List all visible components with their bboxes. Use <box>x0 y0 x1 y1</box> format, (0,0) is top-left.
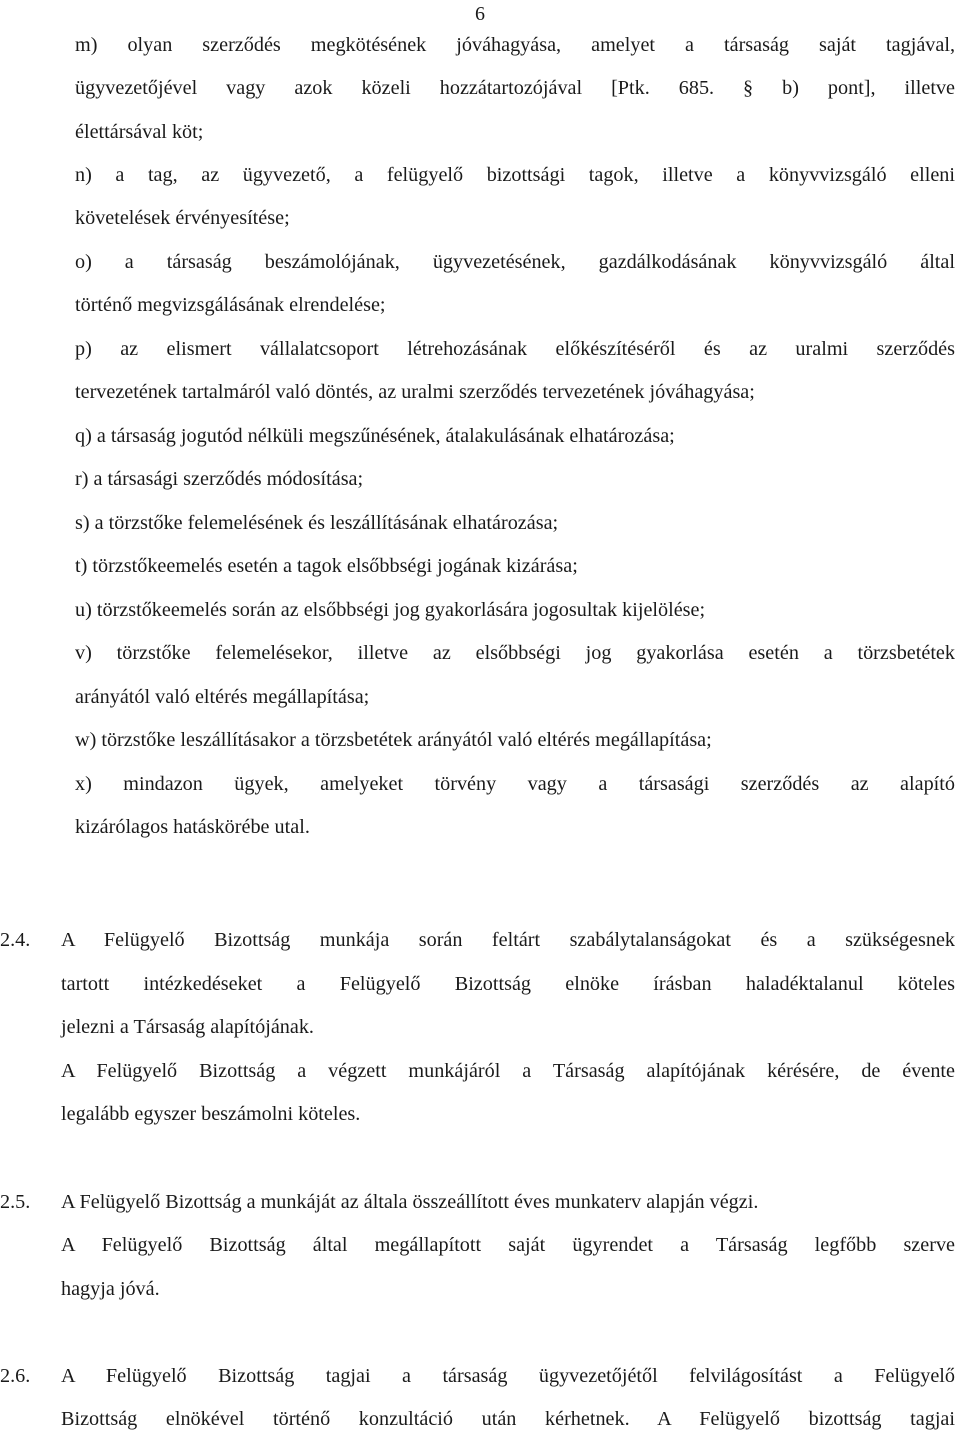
section-number: 2.5. <box>0 1191 31 1213</box>
list-line: élettársával köt; <box>75 121 204 143</box>
list-line: r) a társasági szerződés módosítása; <box>75 468 364 490</box>
section-number: 2.4. <box>0 929 31 951</box>
section-line: A Felügyelő Bizottság a munkáját az általa összeállított éves munkaterv alapján végzi. <box>61 1191 759 1213</box>
section-line: Bizottság elnökével történő konzultáció után kérhetnek. A Felügyelő bizottság tagjai <box>61 1408 955 1430</box>
list-line: követelések érvényesítése; <box>75 207 290 229</box>
list-line: kizárólagos hatáskörébe utal. <box>75 816 310 838</box>
list-line: q) a társaság jogutód nélküli megszűnésének, átalakulásának elhatározása; <box>75 425 675 447</box>
list-line: x) mindazon ügyek, amelyeket törvény vagy a társasági szerződés az alapító <box>75 773 955 795</box>
section-line: jelezni a Társaság alapítójának. <box>61 1016 314 1038</box>
list-line: n) a tag, az ügyvezető, a felügyelő bizottsági tagok, illetve a könyvvizsgáló elleni <box>75 164 955 186</box>
list-line: p) az elismert vállalatcsoport létrehozásának előkészítéséről és az uralmi szerződés <box>75 338 955 360</box>
list-line: tervezetének tartalmáról való döntés, az uralmi szerződés tervezetének jóváhagyása; <box>75 381 755 403</box>
section-line: hagyja jóvá. <box>61 1278 160 1300</box>
list-line: történő megvizsgálásának elrendelése; <box>75 294 386 316</box>
list-line: ügyvezetőjével vagy azok közeli hozzátartozójával [Ptk. 685. § b) pont], illetve <box>75 77 955 99</box>
list-line: s) a törzstőke felemelésének és leszállításának elhatározása; <box>75 512 559 534</box>
section-line: tartott intézkedéseket a Felügyelő Bizottság elnöke írásban haladéktalanul köteles <box>61 973 955 995</box>
section-line: A Felügyelő Bizottság a végzett munkájáról a Társaság alapítójának kérésére, de évente <box>61 1060 955 1082</box>
list-line: m) olyan szerződés megkötésének jóváhagyása, amelyet a társaság saját tagjával, <box>75 34 955 56</box>
section-line: legalább egyszer beszámolni köteles. <box>61 1103 361 1125</box>
list-line: u) törzstőkeemelés során az elsőbbségi jog gyakorlására jogosultak kijelölése; <box>75 599 706 621</box>
section-number: 2.6. <box>0 1365 31 1387</box>
list-line: w) törzstőke leszállításakor a törzsbetétek arányától való eltérés megállapítása; <box>75 729 712 751</box>
section-line: A Felügyelő Bizottság által megállapított saját ügyrendet a Társaság legfőbb szerve <box>61 1234 955 1256</box>
list-line: arányától való eltérés megállapítása; <box>75 686 370 708</box>
list-line: o) a társaság beszámolójának, ügyvezetésének, gazdálkodásának könyvvizsgáló által <box>75 251 955 273</box>
list-line: v) törzstőke felemelésekor, illetve az elsőbbségi jog gyakorlása esetén a törzsbetétek <box>75 642 955 664</box>
section-line: A Felügyelő Bizottság tagjai a társaság ügyvezetőjétől felvilágosítást a Felügyelő <box>61 1365 955 1387</box>
section-line: A Felügyelő Bizottság munkája során feltárt szabálytalanságokat és a szükségesnek <box>61 929 955 951</box>
list-line: t) törzstőkeemelés esetén a tagok elsőbbségi jogának kizárása; <box>75 555 578 577</box>
page-number: 6 <box>475 3 485 25</box>
